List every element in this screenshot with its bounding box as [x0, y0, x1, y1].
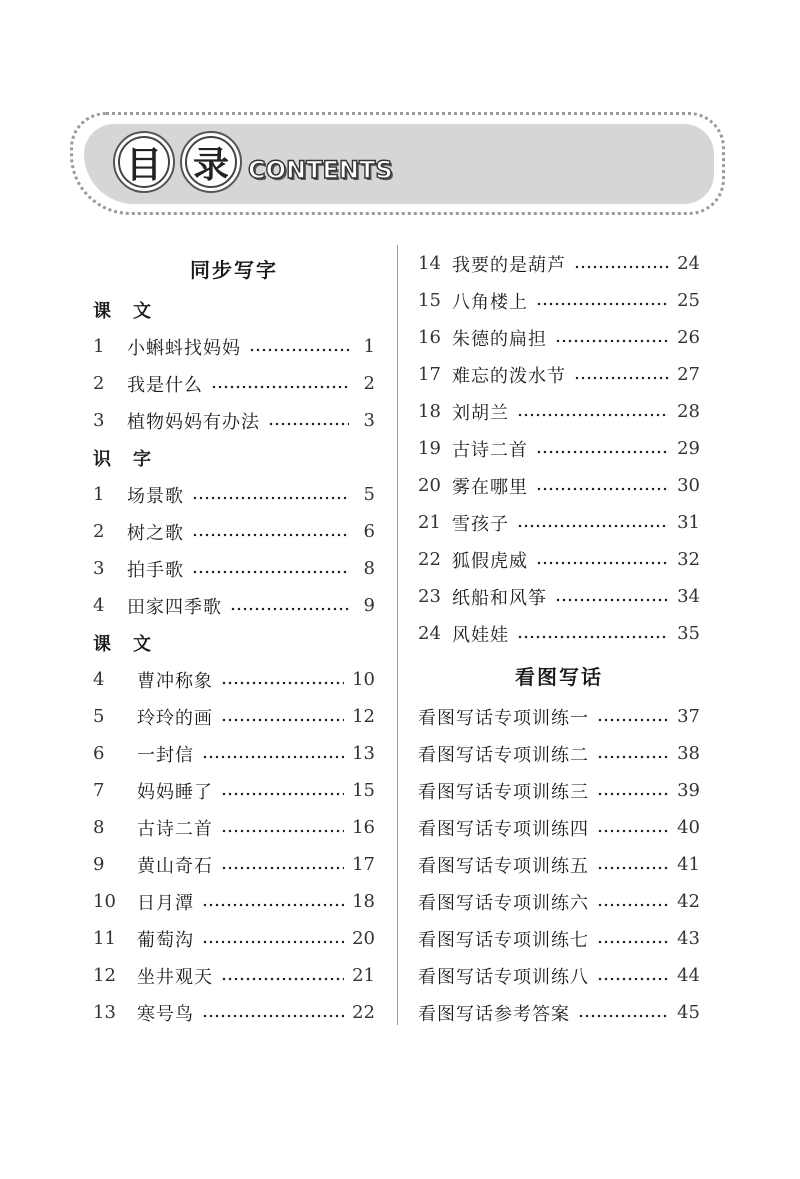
toc-entry-number: 6 — [93, 743, 105, 764]
dot-leader — [555, 339, 669, 343]
toc-entry-title: 难忘的泼水节 — [452, 365, 566, 387]
toc-entry-page: 31 — [677, 512, 700, 533]
title-char-1: 目 — [125, 144, 162, 186]
toc-entry-number: 24 — [418, 623, 441, 644]
toc-entry[interactable] — [418, 504, 700, 541]
dot-leader — [597, 792, 669, 796]
toc-entry-page: 3 — [363, 410, 375, 431]
dot-leader — [202, 755, 344, 759]
dot-leader — [578, 1014, 669, 1018]
toc-entry[interactable] — [418, 735, 700, 772]
toc-entry-title: 植物妈妈有办法 — [127, 411, 260, 433]
toc-entry-number: 14 — [418, 253, 441, 274]
toc-entry[interactable] — [93, 476, 375, 513]
toc-entry-title: 狐假虎威 — [452, 550, 528, 572]
toc-entry[interactable] — [418, 994, 700, 1031]
toc-entry-number: 23 — [418, 586, 441, 607]
toc-entry-title: 妈妈睡了 — [137, 781, 213, 803]
toc-entry-number: 21 — [418, 512, 441, 533]
dot-leader — [211, 385, 349, 389]
toc-entry[interactable] — [93, 587, 375, 624]
section-title-kantu: 看图写话 — [515, 664, 603, 689]
toc-entry-page: 13 — [352, 743, 375, 764]
toc-entry-page: 45 — [677, 1002, 700, 1023]
toc-entry[interactable] — [93, 957, 375, 994]
toc-entry-page: 29 — [677, 438, 700, 459]
toc-entry-title: 葡萄沟 — [137, 929, 194, 951]
title-char-badge-1 — [113, 131, 175, 193]
dot-leader — [517, 413, 669, 417]
toc-entry-page: 12 — [352, 706, 375, 727]
toc-entry-number: 18 — [418, 401, 441, 422]
dot-leader — [597, 940, 669, 944]
toc-entry-page: 25 — [677, 290, 700, 311]
toc-entry-title: 曹冲称象 — [137, 670, 213, 692]
toc-entry-title: 看图写话专项训练二 — [418, 744, 589, 766]
toc-entry-title: 看图写话专项训练四 — [418, 818, 589, 840]
toc-entry-page: 32 — [677, 549, 700, 570]
toc-entry-title: 黄山奇石 — [137, 855, 213, 877]
toc-entry-number: 5 — [93, 706, 105, 727]
toc-entry-page: 28 — [677, 401, 700, 422]
dot-leader — [597, 903, 669, 907]
dot-leader — [249, 348, 349, 352]
dot-leader — [221, 977, 344, 981]
toc-entry-page: 10 — [352, 669, 375, 690]
toc-entry-page: 17 — [352, 854, 375, 875]
toc-entry-page: 44 — [677, 965, 700, 986]
toc-entry-title: 小蝌蚪找妈妈 — [127, 337, 241, 359]
column-divider — [397, 245, 398, 1025]
dot-leader — [536, 302, 669, 306]
dot-leader — [597, 866, 669, 870]
toc-entry-number: 7 — [93, 780, 105, 801]
contents-label: CONTENTS — [248, 156, 393, 184]
toc-entry[interactable] — [418, 809, 700, 846]
toc-entry-page: 42 — [677, 891, 700, 912]
toc-entry-title: 我是什么 — [127, 374, 203, 396]
dot-leader — [268, 422, 349, 426]
toc-entry-number: 3 — [93, 558, 105, 579]
toc-entry-number: 4 — [93, 595, 105, 616]
toc-entry-title: 雪孩子 — [452, 513, 509, 535]
dot-leader — [536, 487, 669, 491]
toc-entry-number: 1 — [93, 336, 105, 357]
toc-entry-title: 纸船和风筝 — [452, 587, 547, 609]
toc-entry-title: 坐井观天 — [137, 966, 213, 988]
toc-entry[interactable] — [93, 365, 375, 402]
toc-entry-page: 35 — [677, 623, 700, 644]
toc-entry-page: 30 — [677, 475, 700, 496]
toc-entry[interactable] — [93, 513, 375, 550]
toc-entry-page: 1 — [363, 336, 375, 357]
toc-entry[interactable] — [418, 282, 700, 319]
toc-entry-page: 8 — [363, 558, 375, 579]
toc-entry[interactable] — [418, 578, 700, 615]
dot-leader — [192, 496, 349, 500]
toc-entry-number: 8 — [93, 817, 105, 838]
toc-entry-title: 一封信 — [137, 744, 194, 766]
toc-entry-page: 34 — [677, 586, 700, 607]
toc-entry-title: 看图写话专项训练七 — [418, 929, 589, 951]
dot-leader — [230, 607, 349, 611]
toc-entry-title: 八角楼上 — [452, 291, 528, 313]
toc-entry-page: 15 — [352, 780, 375, 801]
toc-entry[interactable] — [93, 920, 375, 957]
toc-entry[interactable] — [93, 661, 375, 698]
toc-entry-title: 树之歌 — [127, 522, 184, 544]
toc-entry[interactable] — [93, 883, 375, 920]
toc-entry-number: 3 — [93, 410, 105, 431]
toc-entry-title: 看图写话专项训练三 — [418, 781, 589, 803]
toc-entry-title: 古诗二首 — [452, 439, 528, 461]
toc-entry[interactable] — [418, 698, 700, 735]
title-char-badge-2 — [180, 131, 242, 193]
dot-leader — [597, 829, 669, 833]
toc-entry[interactable] — [418, 541, 700, 578]
toc-entry-title: 刘胡兰 — [452, 402, 509, 424]
section-title-tongbu: 同步写字 — [190, 257, 278, 282]
toc-right-column — [418, 245, 700, 1031]
toc-entry-page: 20 — [352, 928, 375, 949]
toc-entry-title: 田家四季歌 — [127, 596, 222, 618]
toc-entry[interactable] — [93, 772, 375, 809]
title-char-2: 录 — [192, 144, 229, 186]
toc-entry[interactable] — [418, 356, 700, 393]
toc-entry-number: 13 — [93, 1002, 116, 1023]
toc-entry[interactable] — [418, 245, 700, 282]
toc-entry[interactable] — [93, 328, 375, 365]
group-heading-3: 课文 — [93, 633, 173, 655]
toc-entry-number: 15 — [418, 290, 441, 311]
toc-entry-number: 4 — [93, 669, 105, 690]
toc-entry-page: 37 — [677, 706, 700, 727]
toc-entry-number: 20 — [418, 475, 441, 496]
dot-leader — [221, 792, 344, 796]
toc-entry-title: 古诗二首 — [137, 818, 213, 840]
toc-entry-page: 9 — [363, 595, 375, 616]
toc-entry-title: 看图写话专项训练五 — [418, 855, 589, 877]
dot-leader — [221, 718, 344, 722]
dot-leader — [202, 1014, 344, 1018]
dot-leader — [221, 681, 344, 685]
dot-leader — [517, 635, 669, 639]
dot-leader — [536, 450, 669, 454]
toc-entry-page: 24 — [677, 253, 700, 274]
toc-entry-page: 22 — [352, 1002, 375, 1023]
toc-entry[interactable] — [93, 698, 375, 735]
toc-entry-title: 朱德的扁担 — [452, 328, 547, 350]
toc-entry[interactable] — [418, 319, 700, 356]
dot-leader — [517, 524, 669, 528]
dot-leader — [597, 977, 669, 981]
toc-entry-title: 场景歌 — [127, 485, 184, 507]
dot-leader — [555, 598, 669, 602]
toc-entry-title: 看图写话专项训练八 — [418, 966, 589, 988]
toc-entry[interactable] — [418, 393, 700, 430]
toc-entry-title: 看图写话参考答案 — [418, 1003, 570, 1025]
dot-leader — [536, 561, 669, 565]
toc-entry[interactable] — [418, 615, 700, 652]
toc-entry[interactable] — [418, 772, 700, 809]
group-heading-1: 课文 — [93, 300, 173, 322]
toc-left-column — [93, 245, 375, 1031]
dot-leader — [192, 533, 349, 537]
toc-entry-page: 18 — [352, 891, 375, 912]
toc-entry-title: 看图写话专项训练一 — [418, 707, 589, 729]
toc-entry[interactable] — [93, 846, 375, 883]
dot-leader — [574, 265, 669, 269]
toc-entry-number: 19 — [418, 438, 441, 459]
toc-entry-number: 2 — [93, 373, 105, 394]
dot-leader — [202, 940, 344, 944]
toc-entry[interactable] — [93, 809, 375, 846]
toc-entry-page: 21 — [352, 965, 375, 986]
toc-entry-title: 风娃娃 — [452, 624, 509, 646]
toc-entry-page: 6 — [363, 521, 375, 542]
toc-entry-title: 雾在哪里 — [452, 476, 528, 498]
toc-entry[interactable] — [418, 430, 700, 467]
toc-entry-page: 39 — [677, 780, 700, 801]
toc-entry-page: 41 — [677, 854, 700, 875]
toc-entry[interactable] — [93, 994, 375, 1031]
toc-entry-number: 16 — [418, 327, 441, 348]
toc-entry-page: 40 — [677, 817, 700, 838]
dot-leader — [221, 829, 344, 833]
dot-leader — [597, 755, 669, 759]
toc-entry-number: 11 — [93, 928, 116, 949]
toc-entry-title: 我要的是葫芦 — [452, 254, 566, 276]
toc-entry-page: 16 — [352, 817, 375, 838]
toc-entry-page: 26 — [677, 327, 700, 348]
toc-entry-title: 日月潭 — [137, 892, 194, 914]
toc-entry-number: 12 — [93, 965, 116, 986]
toc-entry-number: 1 — [93, 484, 105, 505]
toc-entry-title: 寒号鸟 — [137, 1003, 194, 1025]
toc-entry[interactable] — [418, 846, 700, 883]
toc-entry[interactable] — [93, 735, 375, 772]
toc-entry[interactable] — [93, 550, 375, 587]
toc-entry[interactable] — [418, 920, 700, 957]
toc-entry-title: 看图写话专项训练六 — [418, 892, 589, 914]
group-heading-2: 识字 — [93, 448, 173, 470]
dot-leader — [574, 376, 669, 380]
toc-entry-number: 22 — [418, 549, 441, 570]
toc-entry[interactable] — [418, 883, 700, 920]
toc-entry-page: 2 — [363, 373, 375, 394]
toc-entry-title: 玲玲的画 — [137, 707, 213, 729]
toc-entry-title: 拍手歌 — [127, 559, 184, 581]
toc-entry[interactable] — [418, 957, 700, 994]
toc-entry-page: 38 — [677, 743, 700, 764]
toc-entry-page: 27 — [677, 364, 700, 385]
dot-leader — [202, 903, 344, 907]
toc-entry-number: 9 — [93, 854, 105, 875]
toc-entry-page: 43 — [677, 928, 700, 949]
toc-entry-number: 17 — [418, 364, 441, 385]
toc-entry[interactable] — [418, 467, 700, 504]
toc-entry-number: 10 — [93, 891, 116, 912]
toc-entry[interactable] — [93, 402, 375, 439]
dot-leader — [221, 866, 344, 870]
toc-entry-number: 2 — [93, 521, 105, 542]
dot-leader — [597, 718, 669, 722]
toc-entry-page: 5 — [363, 484, 375, 505]
dot-leader — [192, 570, 349, 574]
banner-background — [84, 124, 714, 204]
